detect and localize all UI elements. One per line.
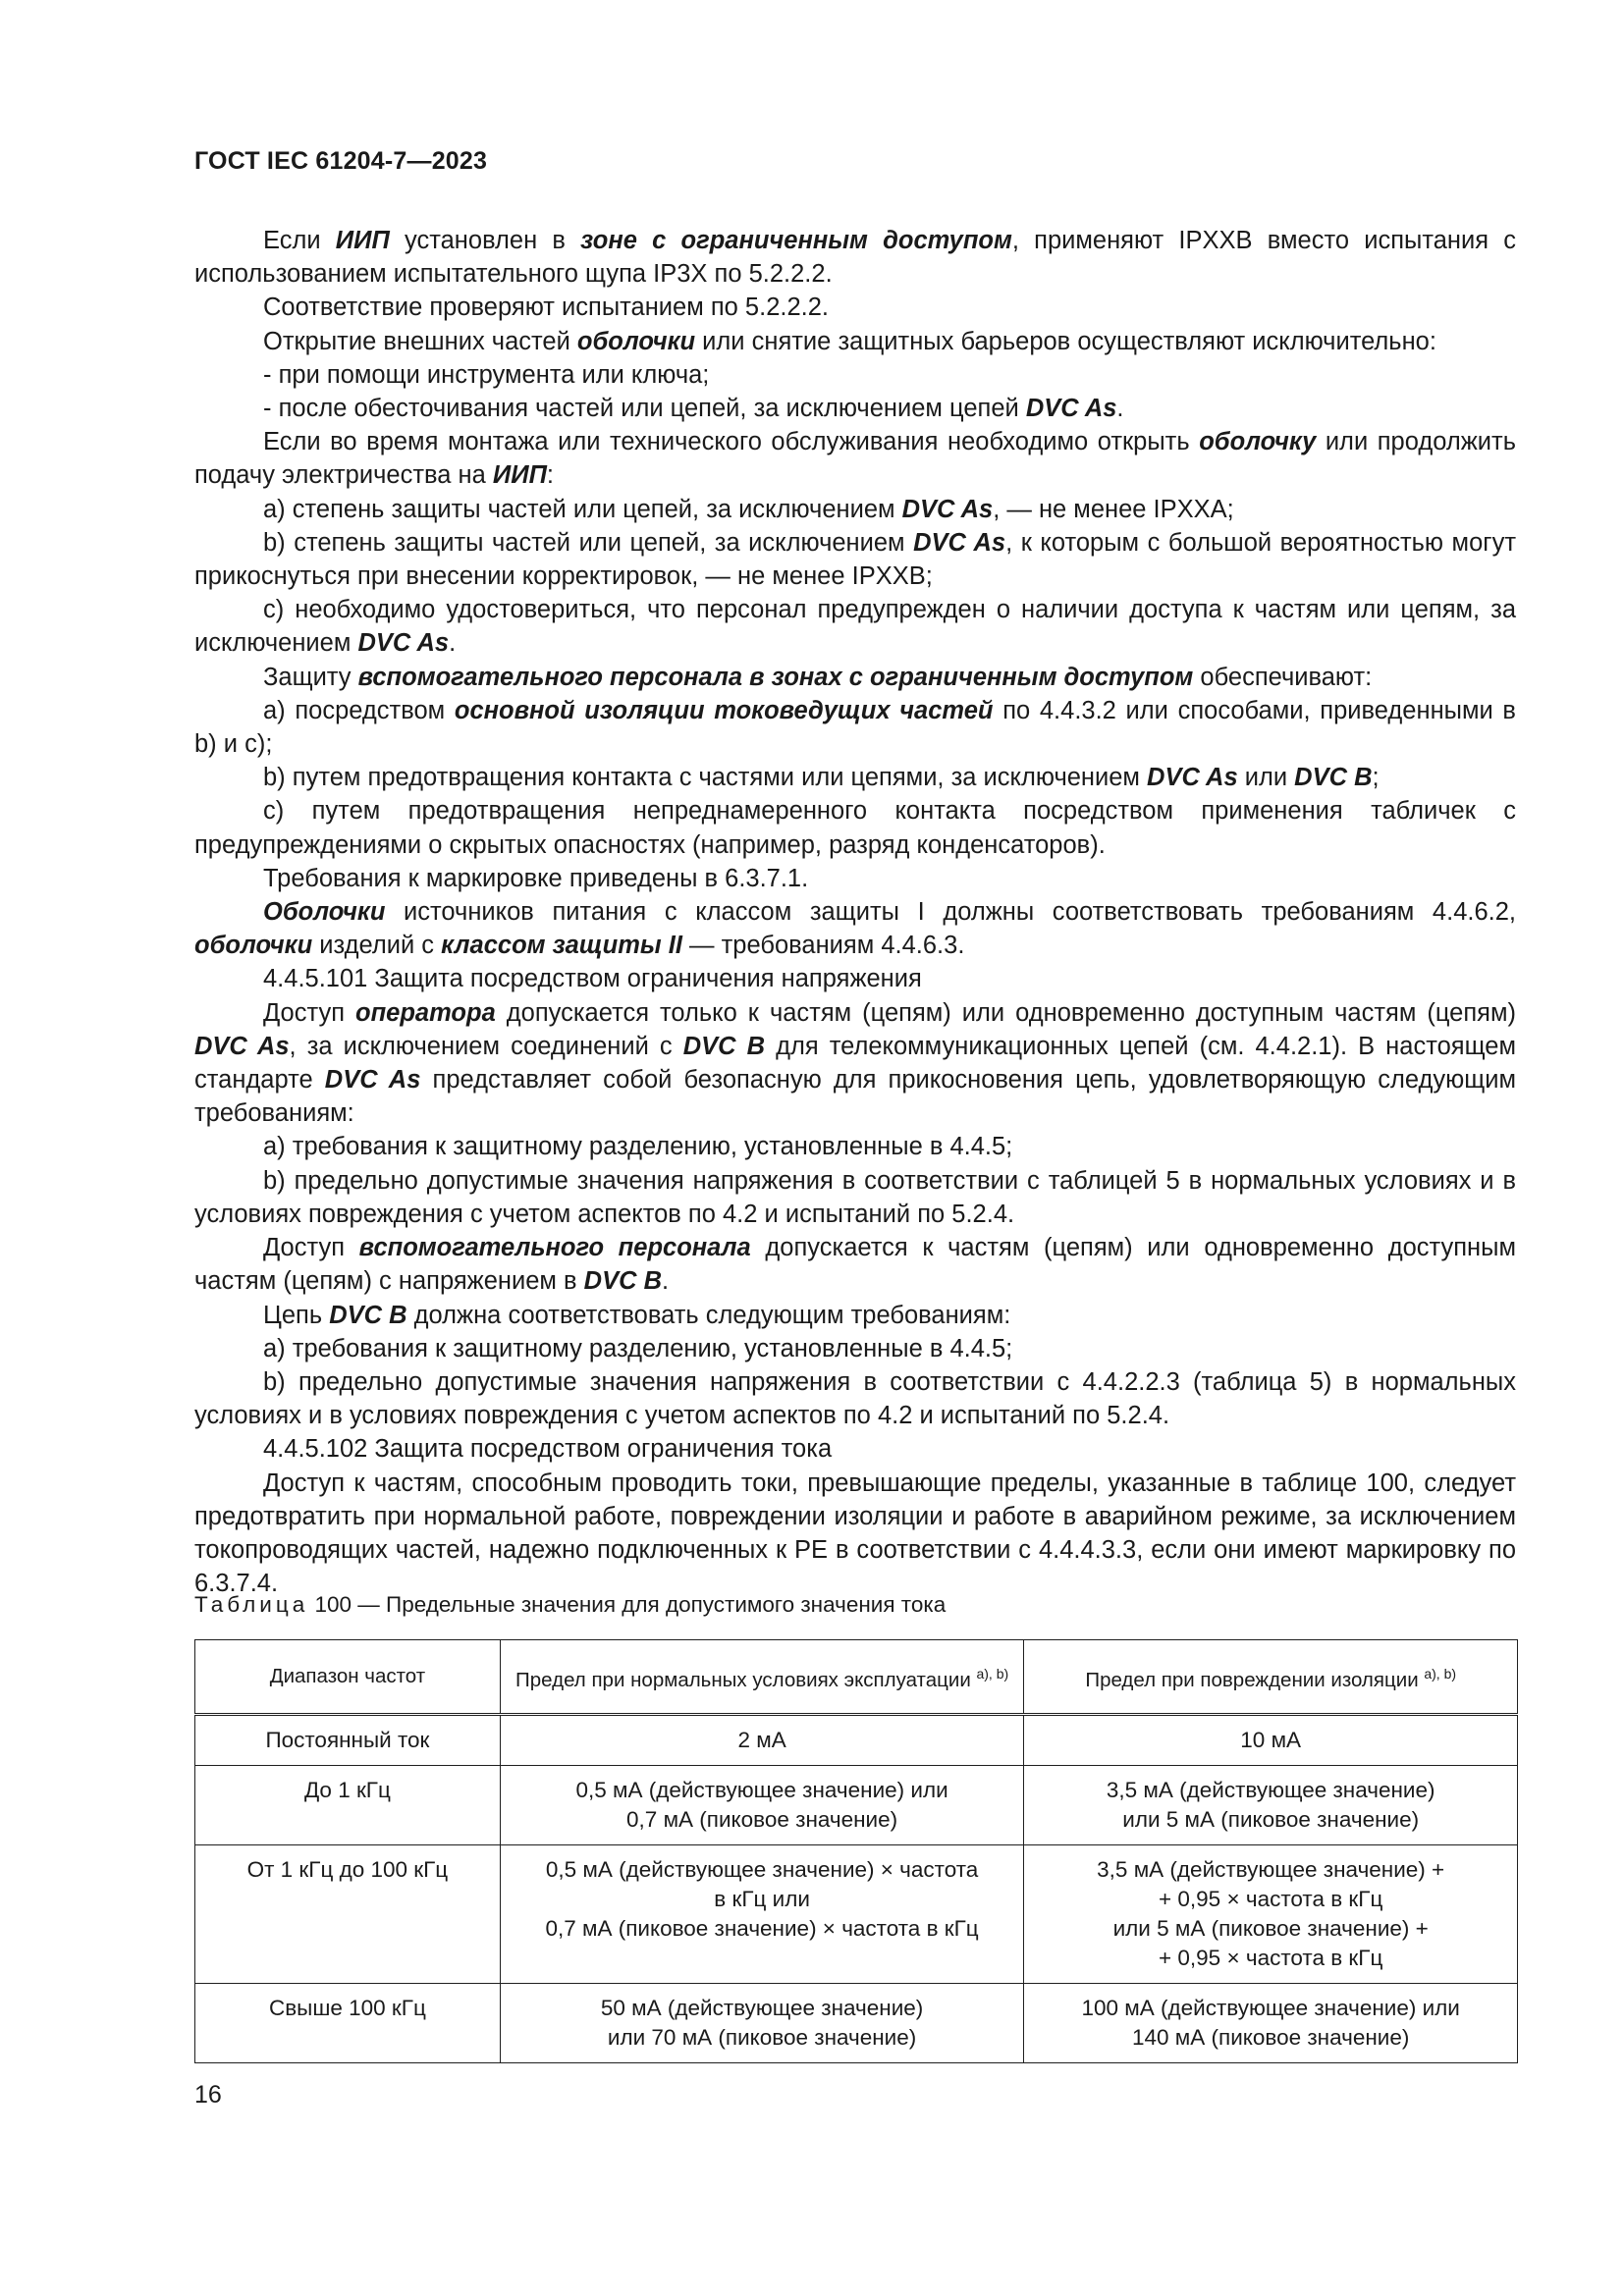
table-cell: До 1 кГц	[195, 1766, 501, 1845]
list-item: - при помощи инструмента или ключа;	[263, 360, 710, 389]
table-cell: Постоянный ток	[195, 1715, 501, 1766]
table-cell: 3,5 мА (действующее значение) + + 0,95 × частота в кГц или 5 мА (пиковое значение) + + 0,95 × частота в кГц	[1024, 1845, 1518, 1984]
table-cell: Свыше 100 кГц	[195, 1984, 501, 2063]
table-cell: 10 мА	[1024, 1715, 1518, 1766]
table-cell: 0,5 мА (действующее значение) или 0,7 мА (пиковое значение)	[500, 1766, 1024, 1845]
column-header: Предел при нормальных условиях эксплуатации $^{а), b)}$	[500, 1640, 1024, 1715]
paragraph: Защиту вспомогательного персонала в зонах с ограниченным доступом обеспечивают:	[263, 663, 1373, 691]
list-item: a) требования к защитному разделению, установленные в 4.4.5;	[263, 1133, 1013, 1161]
page-number: 16	[194, 2081, 222, 2109]
list-item: a) требования к защитному разделению, установленные в 4.4.5;	[263, 1334, 1013, 1362]
list-item: a) степень защиты частей или цепей, за исключением DVC As, — не менее IPXXA;	[263, 495, 1234, 523]
table-cell: 50 мА (действующее значение) или 70 мА (пиковое значение)	[500, 1984, 1024, 2063]
paragraph: Открытие внешних частей оболочки или снятие защитных барьеров осуществляют исключительно:	[263, 327, 1436, 355]
paragraph: Если ИИП установлен в зоне с ограниченным доступом, применяют IPXXB вместо испытания с использованием испытательного щупа IP3X по 5.2.2.2.	[194, 227, 1516, 289]
paragraph: Доступ оператора допускается только к частям (цепям) или одновременно доступным частям (цепям) DVC As, за исключением соединений с DVC B для телекоммуникационных цепей (см. 4.4.2.1). В настоящем стандарте DVC As представляет собой безопасную для прикосновения цепь, удовлетворяющую следующим требованиям:	[194, 998, 1517, 1128]
body-text	[194, 224, 1516, 1600]
column-header: Предел при повреждении изоляции $^{а), b)}$	[1024, 1640, 1518, 1715]
paragraph: Если во время монтажа или технического обслуживания необходимо открыть оболочку или продолжить подачу электричества на ИИП:	[194, 428, 1516, 490]
table-cell: 0,5 мА (действующее значение) × частота в кГц или 0,7 мА (пиковое значение) × частота в кГц	[500, 1845, 1024, 1984]
paragraph: Цепь DVC B должна соответствовать следующим требованиям:	[263, 1301, 1011, 1329]
list-item: b) предельно допустимые значения напряжения в соответствии с таблицей 5 в нормальных условиях и в условиях повреждения с учетом аспектов по 4.2 и испытаний по 5.2.4.	[194, 1166, 1516, 1228]
table-row	[195, 1766, 1518, 1845]
paragraph: Требования к маркировке приведены в 6.3.7.1.	[263, 864, 809, 892]
section-heading: 4.4.5.102 Защита посредством ограничения тока	[263, 1435, 833, 1464]
list-item: b) путем предотвращения контакта с частями или цепями, за исключением DVC As или DVC B;	[263, 764, 1380, 792]
table-cell: 3,5 мА (действующее значение) или 5 мА (пиковое значение)	[1024, 1766, 1518, 1845]
table-cell: 100 мА (действующее значение) или 140 мА (пиковое значение)	[1024, 1984, 1518, 2063]
table-row	[195, 1845, 1518, 1984]
current-limits-table	[194, 1639, 1518, 2063]
table-cell: От 1 кГц до 100 кГц	[195, 1845, 501, 1984]
list-item: c) необходимо удостовериться, что персонал предупрежден о наличии доступа к частям или цепям, за исключением DVC As.	[194, 596, 1516, 658]
list-item: c) путем предотвращения непреднамеренного контакта посредством применения табличек с предупреждениями о скрытых опасностях (например, разряд конденсаторов).	[194, 797, 1516, 859]
list-item: a) посредством основной изоляции токоведущих частей по 4.4.3.2 или способами, приведенными в b) и c);	[194, 696, 1516, 759]
paragraph: Доступ вспомогательного персонала допускается к частям (цепям) или одновременно доступным частям (цепям) с напряжением в DVC B.	[194, 1234, 1516, 1296]
table-row	[195, 1984, 1518, 2063]
table-caption-label: Таблица	[194, 1592, 309, 1617]
section-heading: 4.4.5.101 Защита посредством ограничения напряжения	[263, 965, 922, 993]
column-header: Диапазон частот	[195, 1640, 501, 1715]
paragraph: Оболочки источников питания с классом защиты I должны соответствовать требованиям 4.4.6.2, оболочки изделий с классом защиты II — требованиям 4.4.6.3.	[194, 898, 1516, 960]
table-row	[195, 1715, 1518, 1766]
list-item: - после обесточивания частей или цепей, за исключением цепей DVC As.	[263, 395, 1124, 423]
document-header: ГОСТ IEC 61204-7—2023	[194, 147, 488, 175]
list-item: b) степень защиты частей или цепей, за исключением DVC As, к которым с большой вероятностью могут прикоснуться при внесении корректировок, — не менее IPXXB;	[194, 528, 1517, 591]
paragraph: Соответствие проверяют испытанием по 5.2.2.2.	[263, 294, 829, 322]
paragraph: Доступ к частям, способным проводить токи, превышающие пределы, указанные в таблице 100, следует предотвратить при нормальной работе, повреждении изоляции и работе в аварийном режиме, за исключением токопроводящих частей, надежно подключенных к PE в соответствии с 4.4.4.3.3, если они имеют маркировку по 6.3.7.4.	[194, 1468, 1516, 1598]
table-header-row	[195, 1640, 1518, 1715]
table-caption-title: 100 — Предельные значения для допустимого значения тока	[308, 1592, 947, 1617]
table-cell: 2 мА	[500, 1715, 1024, 1766]
list-item: b) предельно допустимые значения напряжения в соответствии с 4.4.2.2.3 (таблица 5) в нормальных условиях и в условиях повреждения с учетом аспектов по 4.2 и испытаний по 5.2.4.	[194, 1367, 1516, 1430]
table-caption	[194, 1592, 946, 1618]
